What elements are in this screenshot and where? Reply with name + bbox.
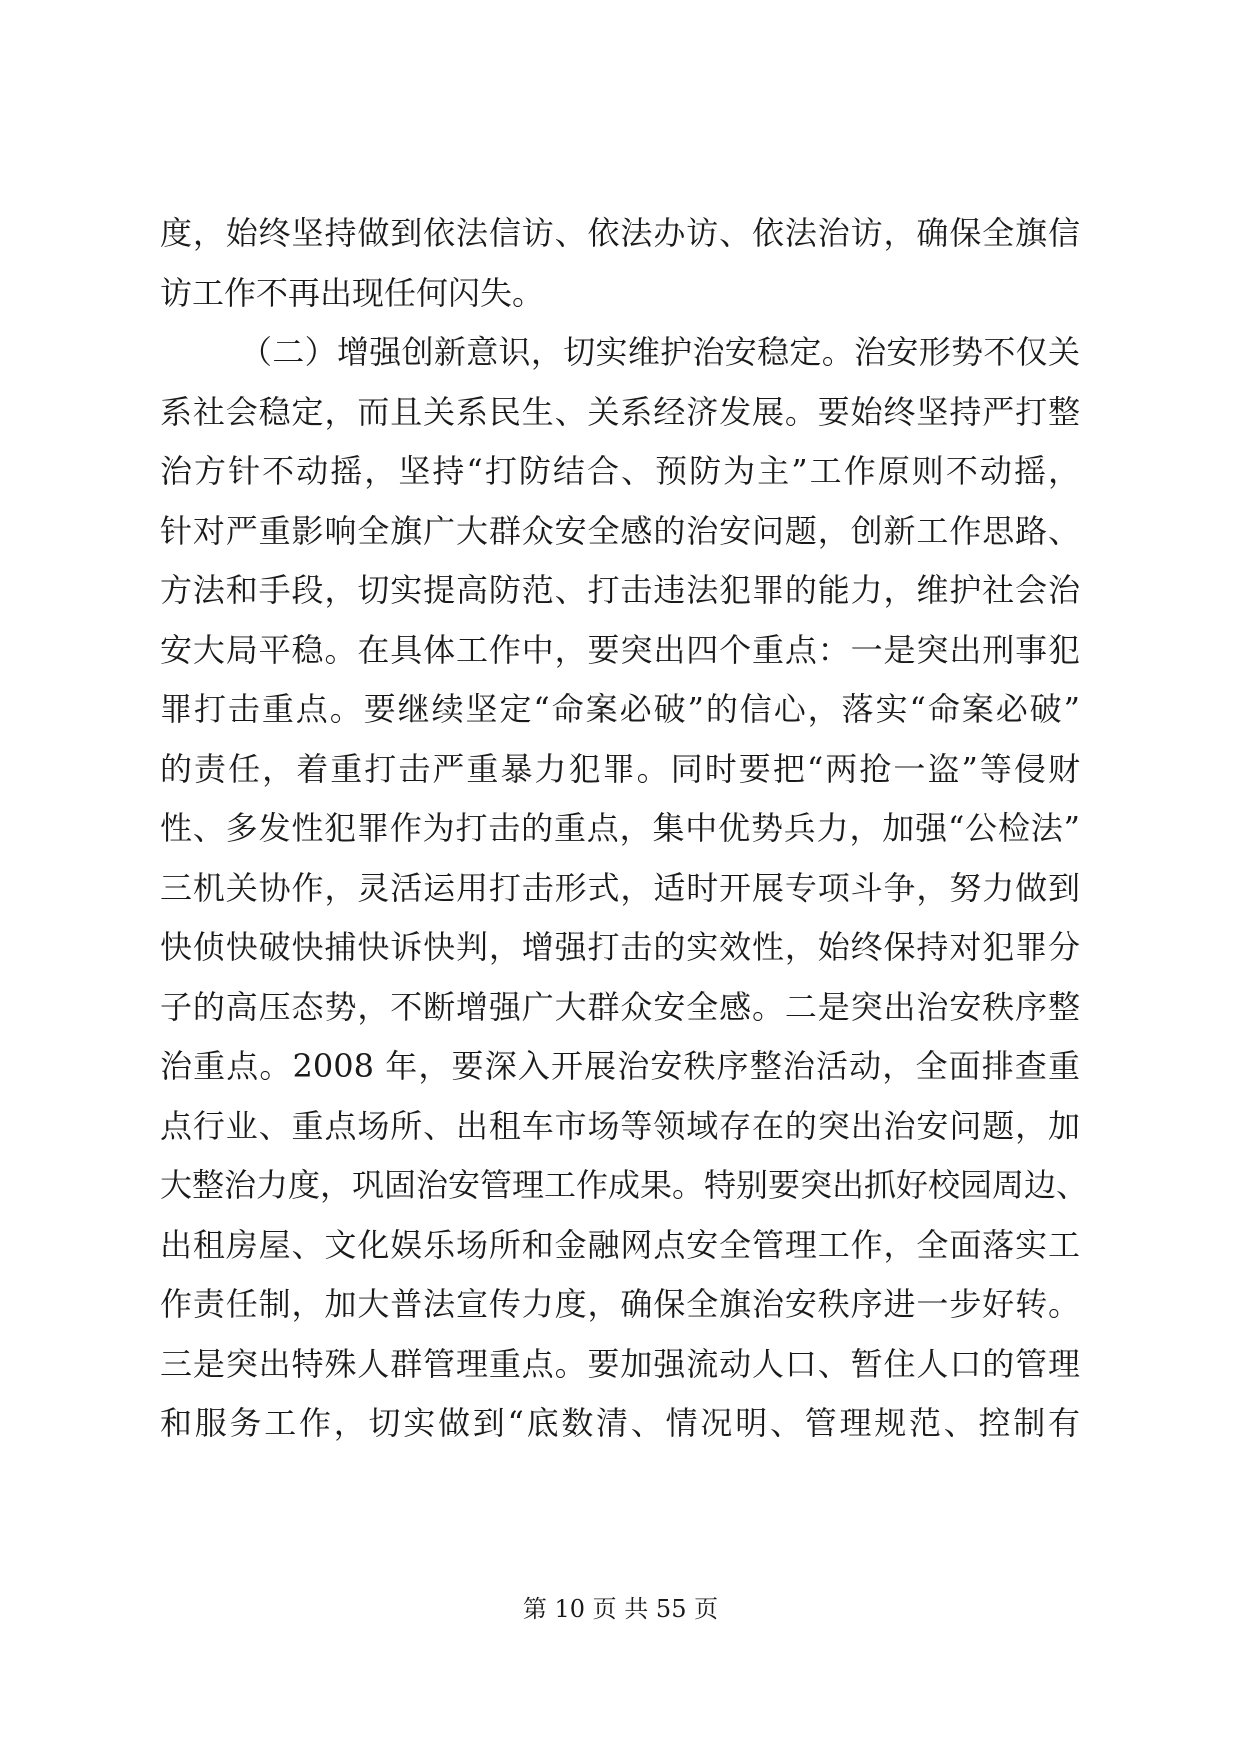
- body-text-line: 三机关协作，灵活运用打击形式，适时开展专项斗争，努力做到: [160, 869, 1080, 907]
- page-number-footer: 第 10 页 共 55 页: [522, 1595, 719, 1623]
- body-text-line: 度，始终坚持做到依法信访、依法办访、依法治访，确保全旗信: [160, 214, 1080, 252]
- body-text-line: 点行业、重点场所、出租车市场等领域存在的突出治安问题，加: [160, 1107, 1080, 1145]
- body-text-line: 方法和手段，切实提高防范、打击违法犯罪的能力，维护社会治: [160, 571, 1080, 609]
- body-text-line: 大整治力度，巩固治安管理工作成果。特别要突出抓好校园周边、: [160, 1166, 1089, 1204]
- body-text-line: 罪打击重点。要继续坚定“命案必破”的信心，落实“命案必破”: [160, 690, 1080, 728]
- body-text-line: 的责任，着重打击严重暴力犯罪。同时要把“两抢一盗”等侵财: [160, 750, 1080, 788]
- body-text-line: 出租房屋、文化娱乐场所和金融网点安全管理工作，全面落实工: [160, 1226, 1080, 1264]
- body-text-line: 安大局平稳。在具体工作中，要突出四个重点：一是突出刑事犯: [160, 631, 1080, 669]
- body-text-line: 子的高压态势，不断增强广大群众安全感。二是突出治安秩序整: [160, 988, 1080, 1026]
- section-heading-line: （二）增强创新意识，切实维护治安稳定。治安形势不仅关: [240, 333, 1080, 371]
- body-text-line: 系社会稳定，而且关系民生、关系经济发展。要始终坚持严打整: [160, 393, 1080, 431]
- body-text-line: 快侦快破快捕快诉快判，增强打击的实效性，始终保持对犯罪分: [160, 928, 1080, 966]
- body-text-line: 针对严重影响全旗广大群众安全感的治安问题，创新工作思路、: [160, 512, 1080, 550]
- body-text-line: 和服务工作，切实做到“底数清、情况明、管理规范、控制有: [160, 1404, 1080, 1442]
- body-text-line: 作责任制，加大普法宣传力度，确保全旗治安秩序进一步好转。: [160, 1285, 1080, 1323]
- body-text-line: 治方针不动摇，坚持“打防结合、预防为主”工作原则不动摇，: [160, 452, 1080, 490]
- body-text-line: 性、多发性犯罪作为打击的重点，集中优势兵力，加强“公检法”: [160, 809, 1080, 847]
- body-text-line: 治重点。2008 年，要深入开展治安秩序整治活动，全面排查重: [160, 1047, 1080, 1085]
- body-text-line: 三是突出特殊人群管理重点。要加强流动人口、暂住人口的管理: [160, 1345, 1080, 1383]
- body-text-line: 访工作不再出现任何闪失。: [160, 274, 545, 312]
